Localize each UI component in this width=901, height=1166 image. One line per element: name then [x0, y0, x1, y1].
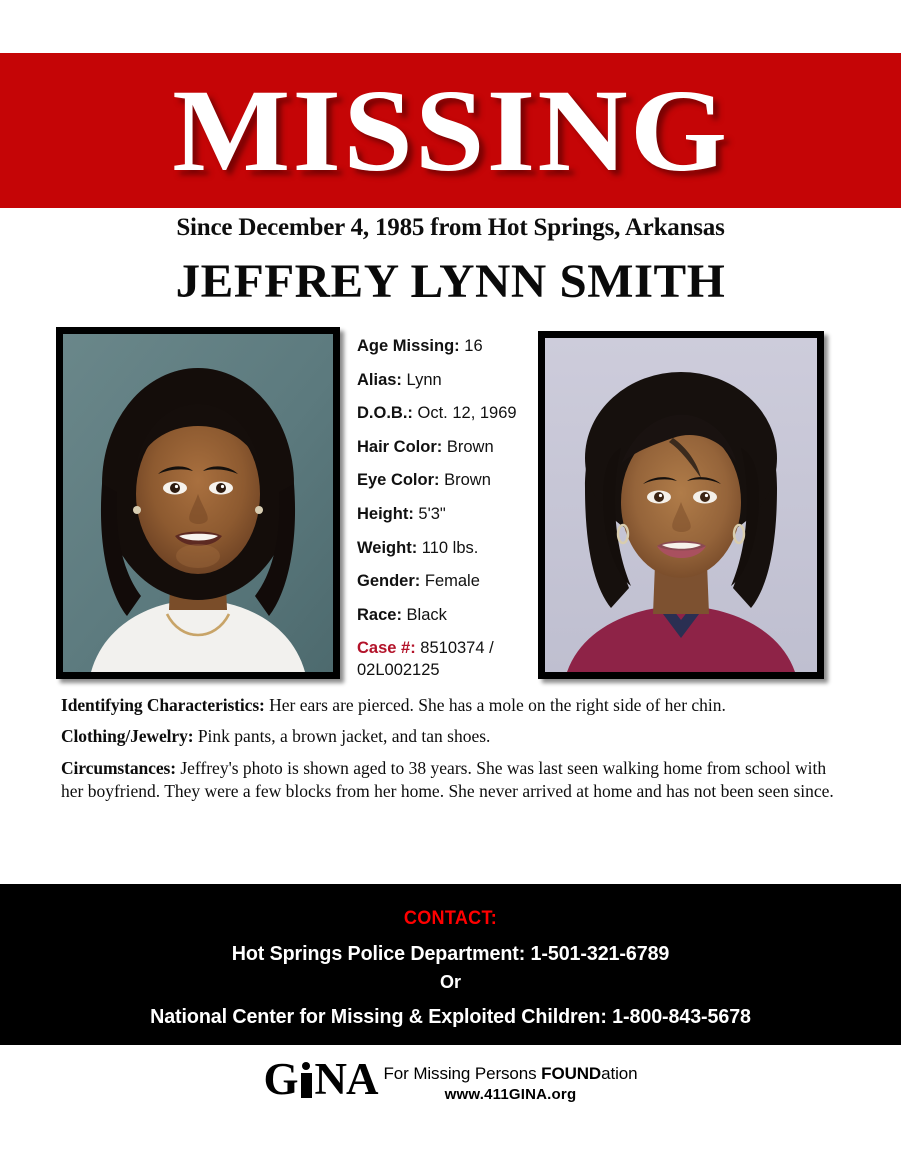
detail-weight-value: 110 lbs. [421, 538, 479, 557]
detail-dob-label: D.O.B.: [357, 404, 413, 423]
detail-case-number-value: 8510374 / 02L002125 [357, 639, 494, 679]
detail-case-number [357, 638, 537, 680]
detail-gender [357, 571, 537, 592]
identifying-characteristics [61, 694, 850, 717]
detail-gender-label: Gender: [357, 572, 421, 591]
gina-tagline-prefix: For Missing Persons [383, 1064, 542, 1083]
circumstances-label: Circumstances: [61, 757, 176, 778]
contact-section [0, 884, 901, 1045]
identifying-characteristics-text: Her ears are pierced. She has a mole on the right side of her chin. [269, 695, 726, 715]
contact-ncmec-line: National Center for Missing & Exploited Children: 1-800-843-5678 [150, 1005, 751, 1028]
person-figure-icon [299, 1059, 314, 1099]
missing-banner [0, 53, 901, 208]
identifying-characteristics-label: Identifying Characteristics: [61, 695, 265, 715]
page-title: JEFFREY LYNN SMITH [175, 255, 726, 308]
detail-race-label: Race: [357, 605, 402, 624]
missing-since-line: Since December 4, 1985 from Hot Springs, Arkansas [176, 214, 725, 241]
circumstances [61, 757, 850, 804]
circumstances-text: Jeffrey's photo is shown aged to 38 years. She was last seen walking home from school with her boyfriend. They were a few blocks from her home. She never arrived at home and has not been seen since. [61, 757, 834, 801]
detail-height-value: 5'3" [418, 505, 446, 524]
age-progressed-photo-image [545, 338, 817, 672]
detail-weight-label: Weight: [357, 538, 418, 557]
clothing-jewelry-label: Clothing/Jewelry: [61, 726, 194, 747]
detail-eye-color [357, 470, 537, 491]
gina-logo-url: www.411GINA.org [444, 1086, 577, 1103]
details-list [357, 336, 537, 693]
gina-logo-tagline [384, 1064, 638, 1083]
detail-hair-color-label: Hair Color: [357, 437, 443, 456]
original-photo-image [63, 334, 333, 672]
detail-alias-label: Alias: [357, 370, 402, 389]
detail-age-missing [357, 336, 537, 357]
gina-logo-g: G [263, 1054, 298, 1104]
gina-logo [0, 1054, 901, 1104]
missing-banner-title: MISSING [172, 64, 729, 196]
detail-height [357, 504, 537, 525]
detail-dob [357, 403, 537, 424]
detail-hair-color [357, 437, 537, 458]
contact-separator: Or [439, 972, 461, 992]
detail-gender-value: Female [424, 572, 480, 591]
contact-police-line: Hot Springs Police Department: 1-501-321-6789 [231, 942, 670, 965]
detail-eye-color-label: Eye Color: [357, 471, 440, 490]
detail-race [357, 605, 537, 626]
detail-height-label: Height: [357, 505, 414, 524]
detail-case-number-label: Case #: [357, 639, 416, 658]
gina-tagline-suffix: ation [601, 1064, 638, 1083]
detail-alias-value: Lynn [406, 370, 442, 389]
detail-alias [357, 370, 537, 391]
contact-heading: CONTACT: [403, 908, 498, 929]
detail-weight [357, 538, 537, 559]
description-section [61, 694, 850, 811]
detail-race-value: Black [406, 605, 447, 624]
age-progressed-photo [538, 331, 824, 679]
detail-age-missing-label: Age Missing: [357, 337, 460, 355]
clothing-jewelry [61, 725, 850, 748]
detail-eye-color-value: Brown [444, 471, 491, 490]
detail-age-missing-value: 16 [464, 337, 483, 355]
gina-tagline-found: FOUND [541, 1064, 602, 1083]
detail-dob-value: Oct. 12, 1969 [417, 404, 517, 423]
detail-hair-color-value: Brown [446, 437, 494, 456]
clothing-jewelry-text: Pink pants, a brown jacket, and tan shoes. [197, 726, 491, 747]
gina-logo-na: NA [314, 1054, 378, 1104]
original-photo [56, 327, 340, 679]
